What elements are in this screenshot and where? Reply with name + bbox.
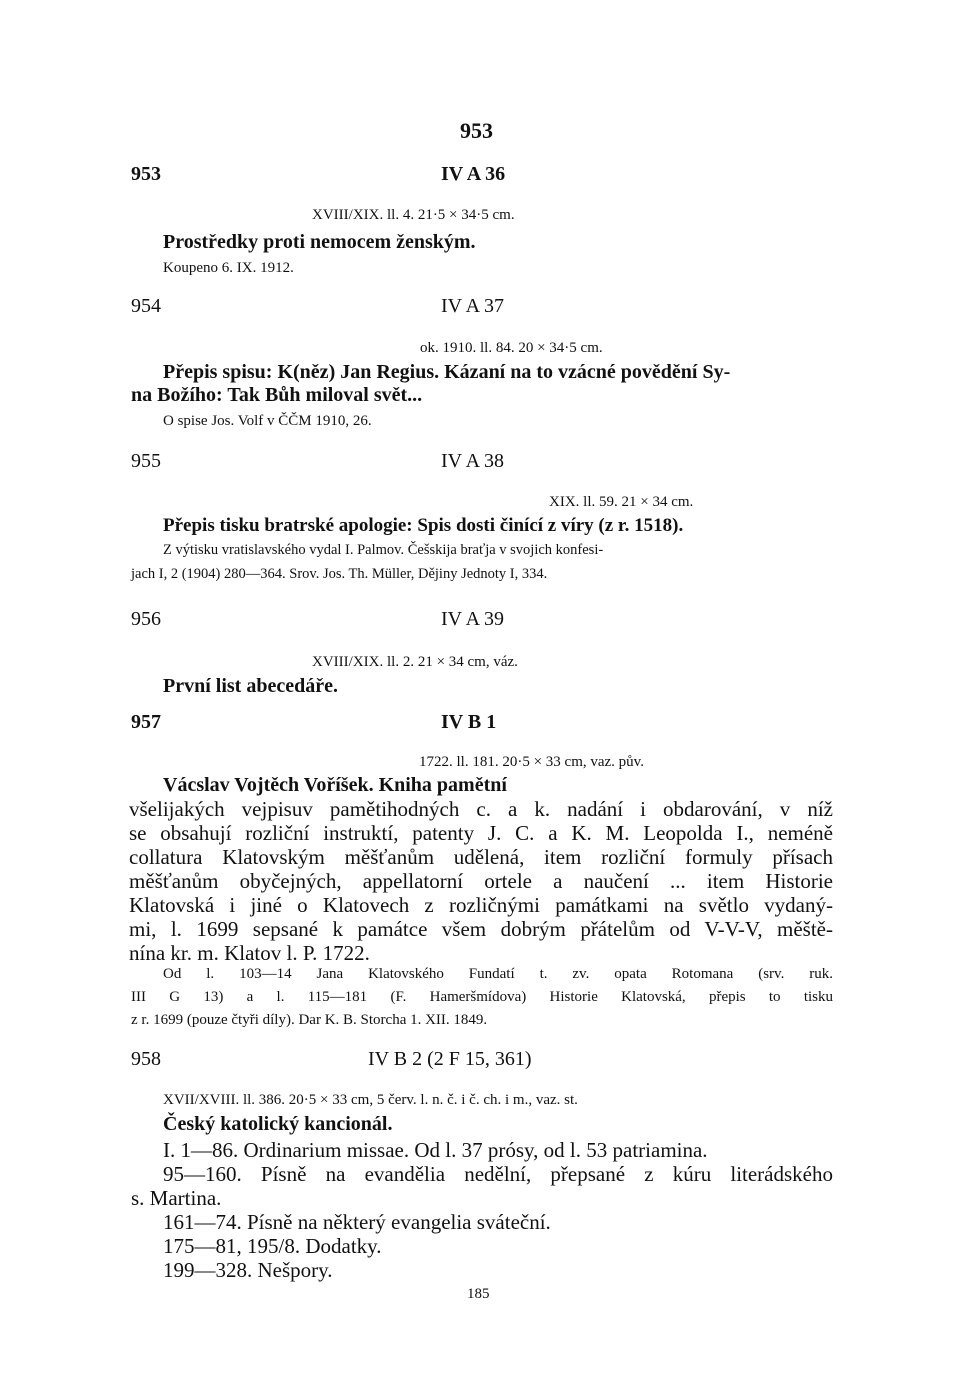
entry-title-main: K(něz) Jan Regius. Kázaní na to vzácné povědění Sy- (277, 361, 731, 383)
entry-note: Koupeno 6. IX. 1912. (163, 260, 294, 276)
entry-note-line: z r. 1699 (pouze čtyři díly). Dar K. B. Storcha 1. XII. 1849. (131, 1012, 488, 1028)
entry-body-line: 175—81, 195/8. Dodatky. (163, 1234, 382, 1258)
entry-number: 953 (131, 163, 161, 185)
entry-note-line: Od l. 103—14 Jana Klatovského Fundatí t. zv. opata Rotomana (srv. ruk. (163, 966, 833, 982)
entry-title: Vácslav Vojtěch Voříšek. Kniha pamětní (163, 774, 507, 796)
entry-body-line: collatura Klatovským měšťanům udělená, item rozliční formuly přísach (129, 845, 833, 869)
entry-meta: XVIII/XIX. ll. 4. 21·5 × 34·5 cm. (312, 207, 515, 223)
entry-meta: 1722. ll. 181. 20·5 × 33 cm, vaz. pův. (419, 754, 644, 770)
entry-number: 958 (131, 1048, 161, 1070)
entry-note: O spise Jos. Volf v ČČM 1910, 26. (163, 413, 372, 429)
entry-signature: IV B 2 (2 F 15, 361) (368, 1048, 532, 1070)
entry-body-line: mi, l. 1699 sepsané k památce všem dobrým přátelům od V-V-V, měště- (129, 917, 833, 941)
entry-body-line: 161—74. Písně na některý evangelia sváteční. (163, 1210, 551, 1234)
entry-number: 957 (131, 711, 161, 733)
entry-body-line: se obsahují rozliční instruktí, patenty J. C. a K. M. Leopolda I., neméně (129, 821, 833, 845)
entry-title: Přepis tisku bratrské apologie: Spis dosti činící z víry (z r. 1518). (163, 515, 684, 536)
entry-title-continued: na Božího: Tak Bůh miloval svět... (131, 384, 423, 406)
page-heading: 953 (460, 118, 493, 143)
entry-body-line: měšťanům obyčejných, appellatorní ortele a naučení ... item Historie (129, 869, 833, 893)
entry-body-line: nína kr. m. Klatov l. P. 1722. (129, 941, 370, 965)
entry-note: Z výtisku vratislavského vydal I. Palmov. Češskija braťja v svojich konfesi- (163, 542, 604, 558)
entry-title: Prostředky proti nemocem ženským. (163, 231, 476, 253)
entry-meta: XVIII/XIX. ll. 2. 21 × 34 cm, váz. (312, 654, 518, 670)
entry-body-line: 95—160. Písně na evandělia nedělní, přepsané z kúru literádského (163, 1162, 833, 1186)
entry-body-line: 199—328. Nešpory. (163, 1258, 333, 1282)
entry-meta: XIX. ll. 59. 21 × 34 cm. (549, 494, 694, 510)
entry-signature: IV A 38 (441, 450, 504, 472)
entry-body-line: Klatovská i jiné o Klatovech z rozličnými památkami na světlo vydaný- (129, 893, 833, 917)
entry-body-line: s. Martina. (131, 1186, 222, 1210)
entry-signature: IV A 37 (441, 295, 504, 317)
entry-note-continued: jach I, 2 (1904) 280—364. Srov. Jos. Th. Müller, Dějiny Jednoty I, 334. (131, 566, 548, 582)
entry-signature: IV A 39 (441, 608, 504, 630)
entry-meta: XVII/XVIII. ll. 386. 20·5 × 33 cm, 5 červ. l. n. č. i č. ch. i m., vaz. st. (163, 1092, 578, 1108)
entry-title-prefix: Přepis spisu: (163, 361, 273, 383)
page-footer-number: 185 (467, 1286, 490, 1302)
entry-number: 956 (131, 608, 161, 630)
entry-body-line: I. 1—86. Ordinarium missae. Od l. 37 prósy, od l. 53 patriamina. (163, 1138, 708, 1162)
entry-title (163, 362, 730, 382)
entry-title: První list abecedáře. (163, 675, 338, 697)
entry-number: 954 (131, 295, 161, 317)
entry-note-line: III G 13) a l. 115—181 (F. Hameršmídova) Historie Klatovská, přepis to tisku (131, 989, 833, 1005)
entry-meta: ok. 1910. ll. 84. 20 × 34·5 cm. (420, 340, 603, 356)
entry-number: 955 (131, 450, 161, 472)
entry-title: Český katolický kancionál. (163, 1113, 393, 1135)
entry-body-line: všelijakých vejpisuv pamětihodných c. a k. nadání i obdarování, v níž (129, 797, 833, 821)
entry-signature: IV A 36 (441, 163, 506, 185)
entry-signature: IV B 1 (441, 711, 497, 733)
